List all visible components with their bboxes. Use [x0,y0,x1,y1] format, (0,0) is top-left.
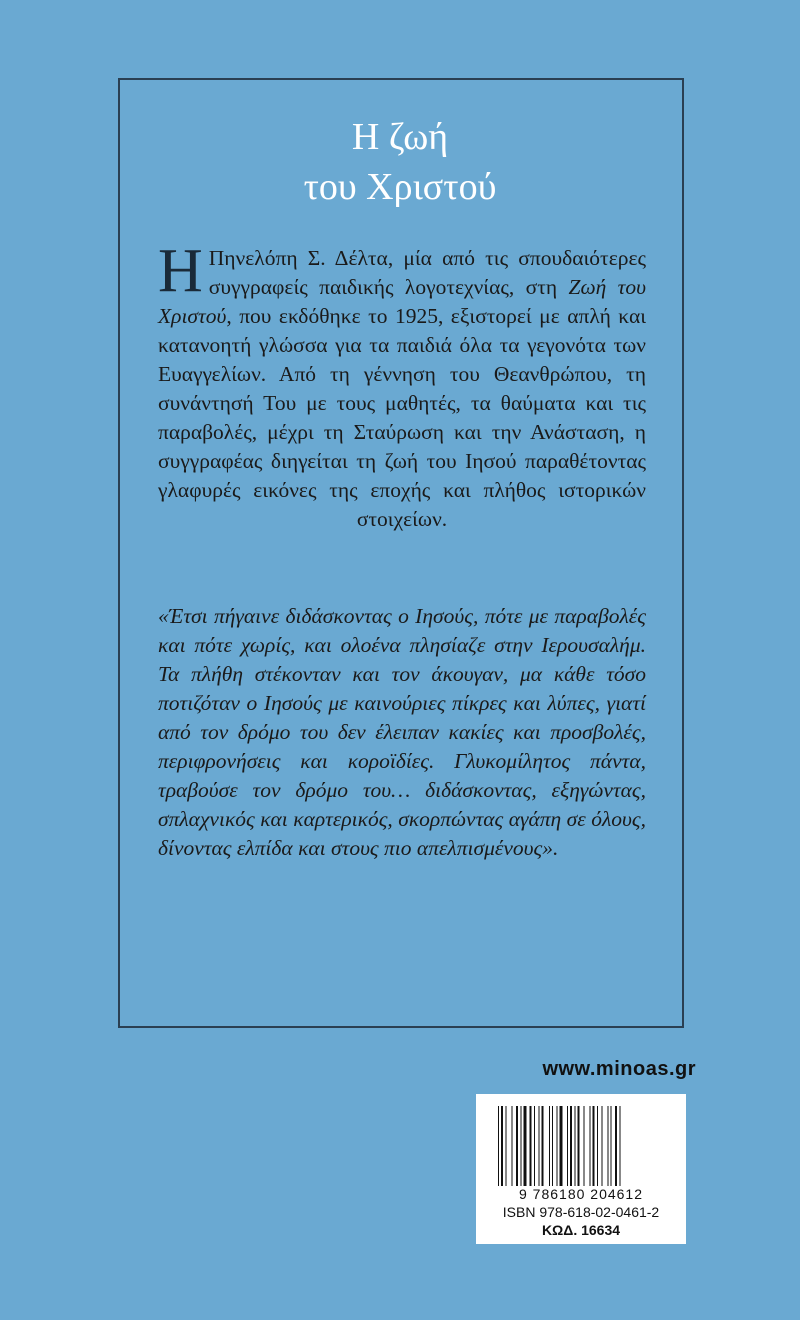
barcode-bar [557,1106,558,1186]
product-code: ΚΩΔ. 16634 [541,1222,621,1238]
barcode-bar [593,1106,595,1186]
barcode-bar [608,1106,609,1186]
barcode-bar [549,1106,550,1186]
barcode-panel [476,1094,686,1244]
barcode-bars [498,1106,664,1186]
barcode-bar [552,1106,553,1186]
barcode-bar [590,1106,591,1186]
barcode-bar [530,1106,532,1186]
barcode-bar [516,1106,518,1186]
description-paragraph [158,237,646,534]
paragraph-italic-title: Ζωή του Χριστού [158,275,646,328]
title-line-1: Η ζωή [351,116,449,158]
publisher-website[interactable]: www.minoas.gr [542,1058,696,1080]
paragraph-part-2: , που εκδόθηκε το 1925, εξιστορεί με απλή και κατανοητή γλώσσα για τα παιδιά όλα τα γεγονότα των Ευαγγελίων. Από τη γέννηση του Θεανθρώπου, τη συνάντησή Του με τους μαθητές, τα θαύματα και τις παραβολές, μέχρι τη Σταύρωση και την Ανάσταση, η συγγραφέας διηγείται τη ζωή του Ιησού παραθέτοντας γλαφυρές εικόνες της εποχής και πλήθος ιστορικών στοιχείων. [158,304,646,531]
barcode-bar [560,1106,563,1186]
barcode-bar [615,1106,617,1186]
drop-cap: Η [158,237,203,305]
barcode-bar [534,1106,535,1186]
barcode-bar [570,1106,572,1186]
barcode-bar [501,1106,503,1186]
book-title [0,112,800,212]
paragraph-part-1: Πηνελόπη Σ. Δέλτα, μία από τις σπουδαιότερες συγγραφείς παιδικής λογοτεχνίας, στη [208,246,646,299]
barcode-digits: 9 786180 204612 [519,1186,643,1202]
title-line-2: του Χριστού [303,166,497,208]
barcode-bar [584,1106,585,1186]
barcode-bar [524,1106,527,1186]
barcode-bar [521,1106,522,1186]
barcode-bar [611,1106,612,1186]
excerpt-quote: «Έτσι πήγαινε διδάσκοντας ο Ιησούς, πότε με παραβολές και πότε χωρίς, και ολοένα πλησίαζε στην Ιερουσαλήμ. Τα πλήθη στέκονταν και τον άκουγαν, μα κάθε τόσο ποτιζόταν ο Ιησούς με καινούριες πίκρες και λύπες, γιατί από τον δρόμο του δεν έλειπαν κακίες και προσβολές, περιφρονήσεις και κοροϊδίες. Γλυκομίλητος πάντα, τραβούσε τον δρόμο του… διδάσκοντας, εξηγώντας, σπλαχνικός και καρτερικός, σκορπώντας αγάπη σε όλους, δίνοντας ελπίδα και στους πιο απελπισμένους». [158,604,646,860]
barcode-bar [602,1106,603,1186]
barcode-bar [620,1106,621,1186]
barcode-bar [567,1106,568,1186]
barcode-bar [542,1106,544,1186]
cover-frame [118,78,684,1028]
barcode-bar [539,1106,540,1186]
barcode-bar [578,1106,580,1186]
barcode-bar [575,1106,576,1186]
barcode-bar [597,1106,598,1186]
barcode-bar [506,1106,507,1186]
isbn-number: ISBN 978-618-02-0461-2 [502,1204,660,1220]
barcode-bar [512,1106,513,1186]
barcode-bar [498,1106,499,1186]
